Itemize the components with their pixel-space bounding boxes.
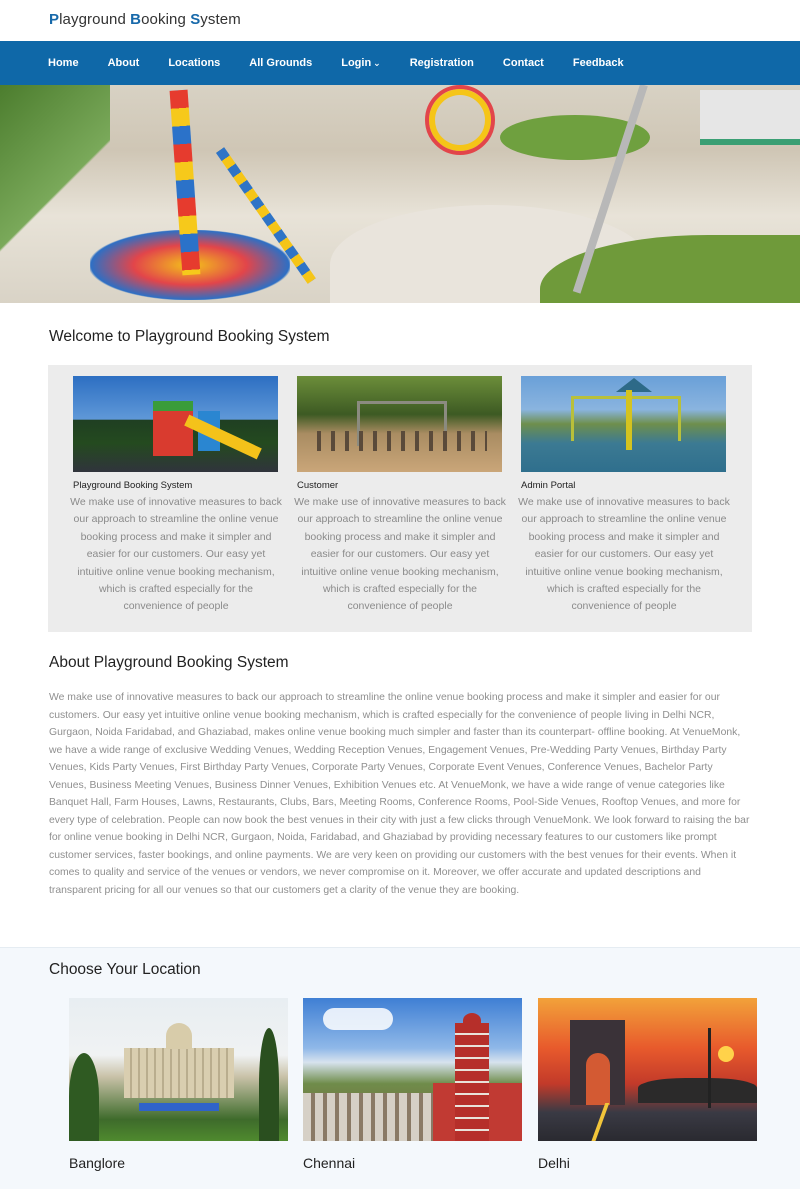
img-road-line: [591, 1103, 610, 1141]
img-people: [317, 431, 487, 451]
brand-cap-p: P: [49, 11, 60, 28]
img-cloud: [323, 1008, 393, 1030]
img-tree: [69, 1053, 99, 1141]
card-title: Customer: [297, 480, 339, 491]
card-description: We make use of innovative measures to back our approach to streamline the online venue booking process and make it simpler and easier for our customers. Our easy yet intuitive online venue booking mechanism, which is crafted especially for the convenience of people: [70, 496, 282, 613]
nav-home[interactable]: Home: [48, 57, 79, 69]
site-brand[interactable]: [49, 11, 241, 28]
img-roof: [616, 378, 652, 392]
img-city: [303, 1093, 433, 1141]
location-image-banglore[interactable]: [69, 998, 288, 1141]
card-title: Admin Portal: [521, 480, 576, 491]
card-image-playground: [73, 376, 278, 472]
location-image-delhi[interactable]: [538, 998, 757, 1141]
img-clock-tower: [455, 1023, 489, 1141]
card-image-admin: [521, 376, 726, 472]
img-trees: [638, 1078, 757, 1103]
card-playground: [70, 376, 282, 616]
brand-cap-b: B: [130, 11, 142, 28]
location-name[interactable]: Delhi: [538, 1155, 570, 1171]
nav-about[interactable]: About: [107, 57, 140, 69]
nav-login-dropdown[interactable]: [341, 57, 380, 69]
img-tower: [153, 401, 193, 456]
img-banner: [139, 1103, 219, 1111]
card-description: We make use of innovative measures to back our approach to streamline the online venue booking process and make it simpler and easier for our customers. Our easy yet intuitive online venue booking mechanism, which is crafted especially for the convenience of people: [518, 496, 730, 613]
hero-ferris-wheel: [425, 85, 495, 155]
img-dome: [166, 1023, 192, 1049]
nav-login-label: Login: [341, 57, 372, 69]
location-name[interactable]: Banglore: [69, 1155, 126, 1171]
chevron-down-icon: ⌄: [373, 58, 381, 68]
img-arch: [586, 1053, 610, 1105]
card-description: We make use of innovative measures to back our approach to streamline the online venue booking process and make it simpler and easier for our customers. Our easy yet intuitive online venue booking mechanism, which is crafted especially for the convenience of people: [294, 496, 506, 613]
nav-all-grounds[interactable]: All Grounds: [249, 57, 313, 69]
brand-rest-s: ystem: [200, 11, 241, 28]
welcome-heading: Welcome to Playground Booking System: [49, 328, 330, 345]
main-nav: [0, 41, 800, 85]
img-lamp: [708, 1028, 711, 1108]
nav-locations[interactable]: Locations: [168, 57, 221, 69]
hero-banner-image: [0, 85, 800, 303]
img-post: [626, 390, 632, 450]
hero-building: [700, 90, 800, 145]
img-slide: [184, 415, 262, 460]
about-heading: About Playground Booking System: [49, 654, 289, 671]
top-bar: [0, 0, 800, 41]
location-name[interactable]: Chennai: [303, 1155, 356, 1171]
nav-registration[interactable]: Registration: [409, 57, 474, 69]
brand-rest-b: ooking: [141, 11, 191, 28]
nav-contact[interactable]: Contact: [502, 57, 544, 69]
location-card-chennai[interactable]: [303, 998, 522, 1171]
brand-rest-p: layground: [59, 11, 131, 28]
nav-feedback[interactable]: Feedback: [572, 57, 624, 69]
brand-cap-s: S: [190, 11, 201, 28]
img-building: [124, 1048, 234, 1098]
card-title: Playground Booking System: [73, 480, 193, 491]
locations-heading: Choose Your Location: [49, 961, 201, 978]
feature-cards: [48, 365, 752, 632]
location-card-delhi[interactable]: [538, 998, 757, 1171]
card-customer: [294, 376, 506, 616]
card-image-customer: [297, 376, 502, 472]
location-card-banglore[interactable]: [69, 998, 288, 1171]
about-paragraph: We make use of innovative measures to back our approach to streamline the online venue booking process and make it simpler and easier for our customers. Our easy yet intuitive online venue booking mechanism, which is crafted especially for the convenience of people living in Delhi NCR, Gurgaon, Noida Faridabad, and Ghaziabad, makes online venue booking much simpler and faster than its counterpart- offline booking. At VenueMonk, we have a wide range of exclusive Wedding Venues, Wedding Reception Venues, Engagement Venues, Pre-Wedding Party Venues, Birthday Party Venues, Kids Party Venues, First Birthday Party Venues, Corporate Party Venues, Corporate Event Venues, Conference Venues, Bachelor Party Venues, Business Meeting Venues, Business Dinner Venues, Exhibition Venues etc. At VenueMonk, we have a wide range of venue categories like Banquet Hall, Farm Houses, Lawns, Restaurants, Clubs, Bars, Meeting Rooms, Conference Rooms, Pool-Side Venues, Rooftop Venues, and more for every type of celebration. People can now book the best venues in their city with just a few clicks through VenueMonk. We look forward to raising the bar for online venue booking in Delhi NCR, Gurgaon, Noida, Faridabad, and Ghaziabad by providing necessary features to our customers like prompt customer services, faster bookings, and online payments. We are very keen on providing our customers with the best venues for their events. When it comes to quality and service of the venues or vendors, we never compromise on it. Moreover, we offer accurate and updated descriptions and transparent pricing for all our venues so that our customers get a clarity of the venue they are booking.: [49, 692, 750, 896]
img-tower-top: [463, 1013, 481, 1028]
img-tree: [259, 1028, 279, 1141]
location-image-chennai[interactable]: [303, 998, 522, 1141]
img-sun: [718, 1046, 734, 1062]
card-admin-portal: [518, 376, 730, 616]
